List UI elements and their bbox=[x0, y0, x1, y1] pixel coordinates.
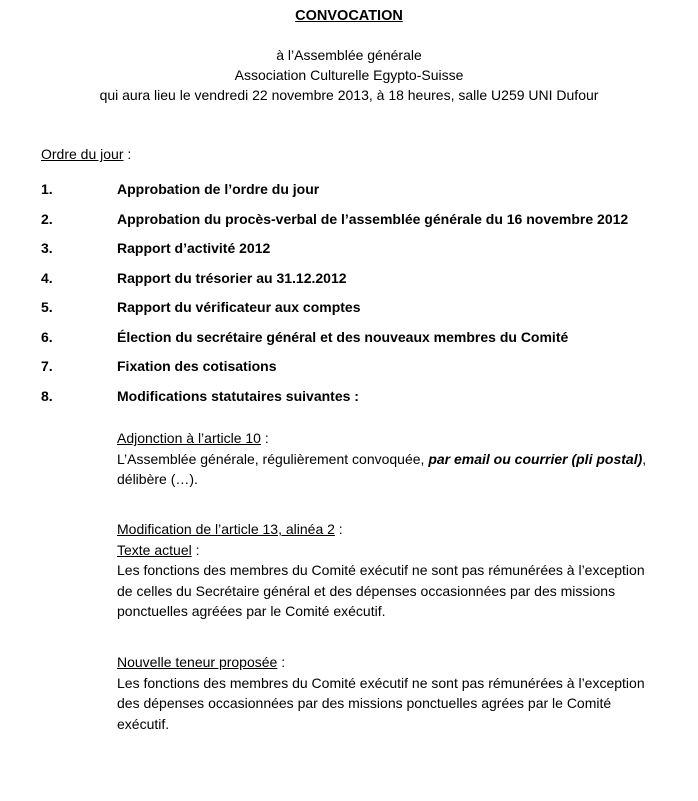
adjonction-text-emphasis: par email ou courrier (pli postal) bbox=[428, 450, 643, 467]
proposed-heading-label: Nouvelle teneur proposée bbox=[117, 654, 278, 670]
adjonction-heading-label: Adjonction à l’article 10 bbox=[117, 430, 261, 446]
subtitle-date-location: qui aura lieu le vendredi 22 novembre 2013, à 18 heures, salle U259 UNI Dufour bbox=[99, 87, 599, 103]
agenda-item-text: Approbation du procès-verbal de l’assemblée générale du 16 novembre 2012 bbox=[117, 210, 629, 227]
adjonction-text-after: , délibère (…). bbox=[117, 450, 647, 487]
current-text-suffix: : bbox=[191, 541, 200, 558]
proposed-heading bbox=[117, 652, 657, 673]
current-text-heading bbox=[117, 540, 657, 561]
adjonction-section bbox=[117, 428, 657, 490]
agenda-item-text: Rapport du trésorier au 31.12.2012 bbox=[117, 269, 347, 286]
adjonction-text-before: L’Assemblée générale, régulièrement convoquée, bbox=[117, 450, 429, 467]
agenda-item-number: 5. bbox=[41, 299, 53, 315]
agenda-heading bbox=[41, 146, 131, 162]
modification-heading-label: Modification de l’article 13, alinéa 2 bbox=[117, 521, 335, 537]
proposed-section bbox=[117, 652, 657, 734]
modification-heading bbox=[117, 519, 657, 540]
subtitle-assembly: à l’Assemblée générale bbox=[276, 47, 422, 63]
document-title: CONVOCATION bbox=[295, 8, 403, 24]
agenda-item-number: 8. bbox=[41, 387, 53, 404]
proposed-text-body: Les fonctions des membres du Comité exécutif ne sont pas rémunérées à l’exception des dépenses occasionnées par des missions ponctuelles agrées par le Comité exécutif. bbox=[117, 674, 645, 732]
adjonction-heading bbox=[117, 428, 657, 449]
subtitle-association: Association Culturelle Egypto-Suisse bbox=[234, 67, 464, 83]
current-text-label: Texte actuel bbox=[117, 541, 192, 558]
current-text-body: Les fonctions des membres du Comité exécutif ne sont pas rémunérées à l’exception de celles du Secrétaire général et des dépenses occasionnées par des missions ponctuelles agréées par le Comité exécutif. bbox=[117, 562, 645, 619]
agenda-item-text: Rapport d’activité 2012 bbox=[117, 240, 271, 256]
proposed-heading-suffix: : bbox=[277, 654, 286, 670]
agenda-item-number: 4. bbox=[41, 269, 53, 286]
agenda-heading-suffix: : bbox=[123, 146, 132, 162]
adjonction-heading-suffix: : bbox=[260, 430, 269, 446]
agenda-item-text: Rapport du vérificateur aux comptes bbox=[117, 299, 361, 315]
agenda-item-number: 2. bbox=[41, 210, 53, 227]
adjonction-text bbox=[117, 449, 657, 490]
agenda-item-text: Modifications statutaires suivantes : bbox=[117, 387, 359, 404]
agenda-item-number: 3. bbox=[41, 240, 53, 256]
agenda-item-number: 7. bbox=[41, 358, 53, 374]
modification-section bbox=[117, 519, 657, 622]
agenda-item-number: 6. bbox=[41, 328, 53, 345]
agenda-item-text: Approbation de l’ordre du jour bbox=[117, 181, 320, 197]
agenda-item-text: Élection du secrétaire général et des nouveaux membres du Comité bbox=[117, 328, 569, 345]
modification-heading-suffix: : bbox=[334, 521, 343, 537]
agenda-heading-label: Ordre du jour bbox=[41, 146, 124, 162]
agenda-item-text: Fixation des cotisations bbox=[117, 358, 277, 374]
agenda-item-number: 1. bbox=[41, 181, 53, 197]
